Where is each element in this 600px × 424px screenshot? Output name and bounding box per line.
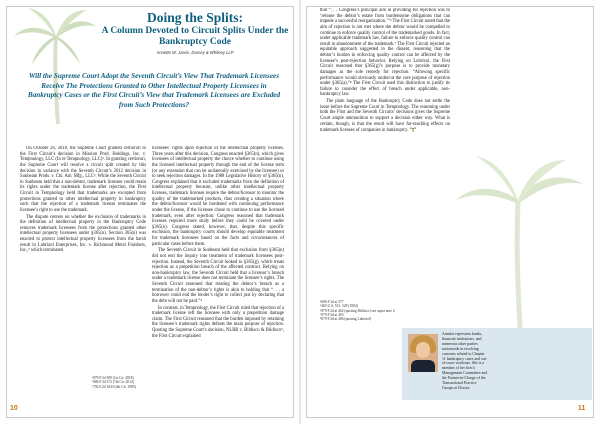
palm-tree-watermark-icon [450,150,590,330]
author-bio-box [402,328,592,400]
article-subtitle: A Column Devoted to Circuit Splits Under the Bankruptcy Code [101,26,289,47]
left-column-1 [20,146,146,364]
author-photo [408,334,438,372]
paragraph-text: The plain language of the Bankruptcy Code does not settle the issue before the Supreme Court in Tempnology. The reasoning under both the First and the Seventh Circuits’ decisions gives the Supreme Court ample ammunition to support a decision either way. What is certain, though, is that the result will have far-reaching effects on trademark licenses of companies in bankruptcy. [320,99,450,134]
paragraph [320,99,450,134]
left-column-2 [152,146,284,402]
article-header [100,10,290,55]
page-number-left: 10 [10,405,18,412]
right-footnotes [320,300,395,321]
paragraph: that “. . . Congress’s principal aim in providing for rejection was to ‘release the debtor’s estate from burdensome obligations that can impede a successful reorganization.’”⁶ The First Circuit noted that the aim of rejection is not met where the debtor would be compelled to continue to enforce quality control of the trademarked goods. In fact, under applicable trademark law, failure to enforce quality control can result in abandonment of the trademark.⁷ The First Circuit rejected an equitable approach suggested in the dissent, reasoning that the debtor’s burden in enforcing quality control can be affected by the licensee’s post-rejection behavior. Relying on Lubrizol, the First Circuit reasoned that §365(g)’s purpose is to provide monetary damages as the sole remedy for rejection. “Allowing specific performance would obviously undercut the core purpose of rejection under §365(a).”⁸ The First Circuit used this distinction to justify its failure to consider the effect of breach under applicable, non-bankruptcy law. [320,8,450,98]
footnote: ⁵465 U.S. 513, 528 (1984) [320,304,358,309]
footnote: ⁶879 F.3d at 402 (quoting Bildisco) see supra note 2 [320,308,395,313]
page-number-right: 11 [578,405,586,412]
article-title: Doing the Splits: [146,10,244,25]
footnote: ⁸879 F.3d at 406 (quoting Lubrizol) [320,317,372,322]
footnote: ¹879 F.3d 389 (1st Cir. 2018) [92,376,134,380]
paragraph: On October 26, 2018, the Supreme Court granted certiorari to the First Circuit’s decision in Mission Prod. Holdings, Inc. v. Tempnology, LLC (In re Tempnology, LLC)¹. In granting certiorari, the Supreme Court will resolve a circuit split created by this decision in variance with the Seventh Circuit’s 2012 decision in Sunbeam Prods. v. Chi. Am. Mfg., LLC². While the Seventh Circuit in Sunbeam held that a non-debtor, trademark licensee could retain its rights under the trademark license after rejection, the First Circuit in Tempnology held that trademarks are excepted from protections granted to other intellectual property in bankruptcy such that the rejection of a trademark license terminates the licensee’s right to use the trademark. [20,146,146,213]
end-mark-icon [410,127,416,132]
author-bio-text: Annette represents banks, financial institutions, and numerous other parties nationwide in resolving concerns related to Chapter 11 bankruptcy cases and out-of-court workouts. She is a member of her firm’s Management Committee and the Partner-in-Charge of the Transactional Practice Groups at Dorsey. [442,332,488,390]
article-author: Annette W. Jarvis, Dorsey & Whitney LLP [156,50,234,55]
right-column-1 [320,8,450,338]
footnote: ²686 F.3d 372 (7th Cir. 2012) [92,380,135,385]
paragraph: In contrast, in Tempnology, the First Circuit ruled that rejection of a trademark license left the licensee with only a prepetition damage claim. The First Circuit reasoned that the burden imposed by retaining the licensee’s trademark rights defeats the main purpose of rejection. Quoting the Supreme Court’s decision, NLRB v. Bildisco & Bildisco⁵, the First Circuit explained [152,305,284,339]
pull-quote: Will the Supreme Court Adopt the Seventh Circuit’s View That Trademark Licensees Receive The Protections Granted to Other Intellectual Property Licensees in Bankruptcy Cases or the First Circuit’s View that Trademark Licensees are Excluded from Such Protections? [27,72,281,109]
footnote: ⁴686 F.3d at 377 [320,300,344,304]
paragraph: licensees’ rights upon rejection of the intellectual property licenses. Three years after this decision, Congress enacted §365(n), which gives licensees of intellectual property the choice whether to continue using the licensed intellectual property through the end of the license term (or any extension that can be unilaterally exercised by the licensee) or to seek rejection damages. In the 1988 Legislative History of §365(n), Congress explained that it excluded trademarks from the definition of intellectual property because, unlike other intellectual property licenses, trademark licenses require the debtor/licensor to monitor the quality of the trademarked products, thus creating a situation where the debtor/licensor would be burdened with continuing performance under the license, if the licensee chose to continue to use the licensed trademark, even after rejection. Congress reasoned that trademark licenses required more study before they could be covered under §365(n). Congress stated, however, that, despite this specific exclusion, the bankruptcy courts should develop equitable treatment for trademark licensees based on the facts and circumstances of particular cases before them. [152,146,284,247]
left-footnotes [92,376,136,389]
footnote: ⁷879 F.3d at 403 [320,312,344,317]
paragraph: The dispute centers on whether the exclusion of trademarks in the definition of intellectual property in the Bankruptcy Code removes trademark licensees from the protections granted other intellectual property licensees under §365(n). Section 365(n) was enacted to protect intellectual property licensees from the harsh result in Lubrizol Enterprises, Inc. v. Richmond Metal Finishers, Inc.,³ which terminated [20,214,146,254]
paragraph: The Seventh Circuit in Sunbeam held that exclusion from §365(n) did not end the inquiry into treatment of trademark licensees post-rejection. Instead, the Seventh Circuit looked to §365(g), which treats rejection as a prepetition breach of the affected contract. Relying on non-bankruptcy law, the Seventh Circuit held that a licensor’s breach under a trademark license does not terminate the licensee’s rights. The Seventh Circuit reasoned that treating the debtor’s breach as a termination of the non-debtor’s rights is akin to holding that “. . . a borrower could end the lender’s right to collect just by declaring that the debt will not be paid.”⁴ [152,248,284,304]
footnote: ³756 F.2d 1043 (4th Cir. 1985) [92,384,136,389]
